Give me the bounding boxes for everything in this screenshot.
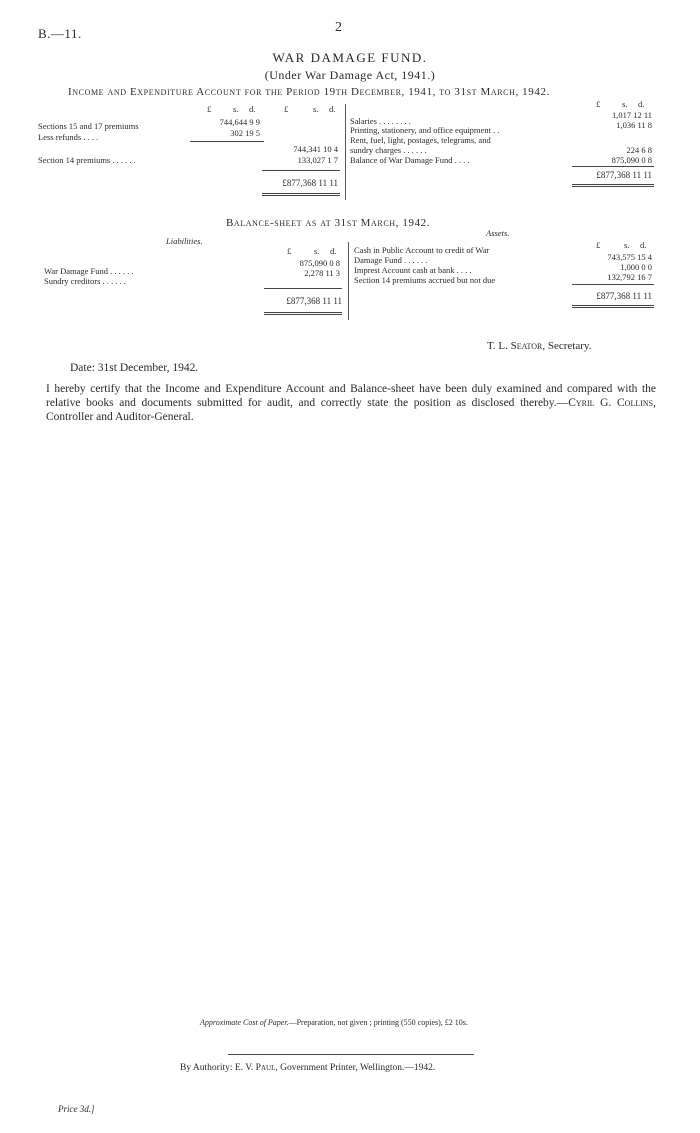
income-left-total-rule (262, 170, 340, 171)
liabilities-total: £877,368 11 11 (286, 296, 342, 306)
income-right-row-amount: 224 6 8 (626, 145, 652, 155)
income-right-total-rule (572, 166, 654, 167)
liabilities-label: Liabilities. (166, 236, 203, 246)
income-right-row-amount: 875,090 0 8 (611, 155, 652, 165)
assets-row-label: Imprest Account cash at bank . . . . (354, 265, 472, 275)
income-right-total-underline (572, 184, 654, 185)
income-right-row-amount: 1,036 11 8 (616, 120, 652, 130)
income-right-total-underline2 (572, 186, 654, 187)
income-left-row-amount: 744,644 9 9 (219, 117, 260, 127)
income-left-row-label: Section 14 premiums . . . . . . (38, 155, 136, 165)
document-date: Date: 31st December, 1942. (70, 362, 199, 374)
assets-pound-header: £ (596, 240, 601, 250)
income-left-row-label: Less refunds . . . . (38, 132, 99, 142)
secretary-name: T. L. Seator (487, 340, 543, 352)
income-right-row-label: Balance of War Damage Fund . . . . (350, 155, 470, 165)
income-left-total-underline2 (262, 195, 340, 196)
assets-total: £877,368 11 11 (596, 291, 652, 301)
income-left-row-amount: 302 19 5 (230, 128, 260, 138)
income-left-row-label: Sections 15 and 17 premiums (38, 121, 139, 131)
income-left-row-net: 744,341 10 4 (293, 144, 338, 154)
liabilities-row-amount: 875,090 0 8 (299, 258, 340, 268)
auditor-title: , Controller and Auditor-General. (46, 397, 656, 423)
income-right-d-header: d. (638, 99, 645, 109)
auditor-name: Cyril G. Collins (568, 397, 654, 409)
income-right-row-label: Rent, fuel, light, postages, telegrams, and (350, 135, 491, 145)
footer-rule (228, 1054, 474, 1055)
liabilities-d-header: d. (330, 246, 337, 256)
assets-row-label: Damage Fund . . . . . . (354, 255, 428, 265)
income-right-row-label: Salaries . . . . . . . . (350, 116, 411, 126)
income-right-pound-header: £ (596, 99, 601, 109)
paper-cost-note (200, 1018, 468, 1027)
secretary-signature (487, 340, 591, 352)
liabilities-total-underline (264, 312, 342, 313)
income-subtotal-rule (190, 141, 264, 142)
assets-row-amount: 1,000 0 0 (620, 262, 652, 272)
income-right-row-label: sundry charges . . . . . . (350, 145, 427, 155)
balance-center-divider (348, 242, 349, 320)
income-left-total-underline (262, 193, 340, 194)
income-right-row-amount: 1,017 12 11 (611, 110, 652, 120)
income-left2-pound-header: £ (284, 104, 289, 114)
authority-prefix: By Authority: E. V. (180, 1063, 256, 1073)
balance-sheet-heading: Balance-sheet as at 31st March, 1942. (226, 217, 431, 229)
assets-row-label: Cash in Public Account to credit of War (354, 245, 490, 255)
income-right-s-header: s. (622, 99, 628, 109)
assets-total-underline2 (572, 307, 654, 308)
income-left-d-header: d. (249, 104, 256, 114)
liabilities-total-rule (264, 288, 342, 289)
assets-row-amount: 743,575 15 4 (607, 252, 652, 262)
certification-text: I hereby certify that the Income and Expenditure Account and Balance-sheet have been duly examined and compared with the relative books and documents submitted for audit, and correctly state the position as disclosed thereby.— (46, 383, 656, 409)
income-left-s-header: s. (233, 104, 239, 114)
income-left-pound-header: £ (207, 104, 212, 114)
assets-s-header: s. (624, 240, 630, 250)
printer-authority (180, 1063, 435, 1073)
income-left2-s-header: s. (313, 104, 319, 114)
secretary-title: , Secretary. (542, 340, 592, 352)
page-number: 2 (335, 20, 342, 35)
assets-total-rule (572, 284, 654, 285)
income-right-total: £877,368 11 11 (596, 170, 652, 180)
assets-d-header: d. (640, 240, 647, 250)
assets-row-amount: 132,792 16 7 (607, 272, 652, 282)
paper-cost-label: Approximate Cost of Paper. (200, 1018, 289, 1027)
liabilities-row-amount: 2,278 11 3 (304, 268, 340, 278)
liabilities-total-underline2 (264, 314, 342, 315)
document-reference: B.—11. (38, 26, 82, 41)
paper-cost-text: —Preparation, not given ; printing (550 copies), £2 10s. (288, 1018, 468, 1027)
price-note: Price 3d.] (58, 1104, 95, 1114)
income-left2-d-header: d. (329, 104, 336, 114)
income-right-row-label: Printing, stationery, and office equipment . . (350, 125, 500, 135)
authority-suffix: , Government Printer, Wellington.—1942. (275, 1063, 436, 1073)
liabilities-row-label: Sundry creditors . . . . . . (44, 276, 126, 286)
audit-certification (46, 382, 656, 424)
income-account-heading: Income and Expenditure Account for the Period 19th December, 1941, to 31st March, 1942. (68, 86, 550, 98)
income-left-row-net: 133,027 1 7 (297, 155, 338, 165)
liabilities-s-header: s. (314, 246, 320, 256)
income-center-divider (345, 104, 346, 200)
assets-label: Assets. (486, 228, 510, 238)
assets-row-label: Section 14 premiums accrued but not due (354, 275, 496, 285)
assets-total-underline (572, 305, 654, 306)
income-left-total: £877,368 11 11 (282, 178, 338, 188)
document-title: WAR DAMAGE FUND. (272, 50, 428, 65)
printer-name: Paul (255, 1063, 276, 1073)
liabilities-row-label: War Damage Fund . . . . . . (44, 266, 134, 276)
document-subtitle: (Under War Damage Act, 1941.) (264, 68, 436, 82)
liabilities-pound-header: £ (287, 246, 292, 256)
